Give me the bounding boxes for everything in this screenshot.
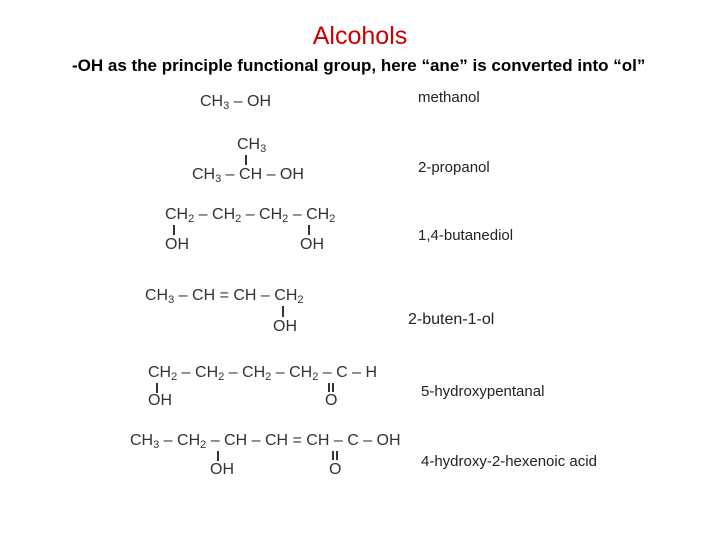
compound-name-1-4-butanediol: 1,4-butanediol [418, 227, 514, 244]
compound-name-5-hydroxypentanal: 5-hydroxypentanal [421, 383, 545, 400]
compound-name-4-hydroxy-2-hexenoic-acid: 4-hydroxy-2-hexenoic acid [421, 453, 597, 470]
slide-subtitle: -OH as the principle functional group, here “ane” is converted into “ol” [72, 56, 646, 75]
compound-name-2-propanol: 2-propanol [418, 159, 490, 176]
slide-title: Alcohols [312, 22, 408, 50]
compound-name-2-buten-1-ol: 2-buten-1-ol [408, 311, 495, 328]
compound-name-methanol: methanol [418, 89, 480, 106]
